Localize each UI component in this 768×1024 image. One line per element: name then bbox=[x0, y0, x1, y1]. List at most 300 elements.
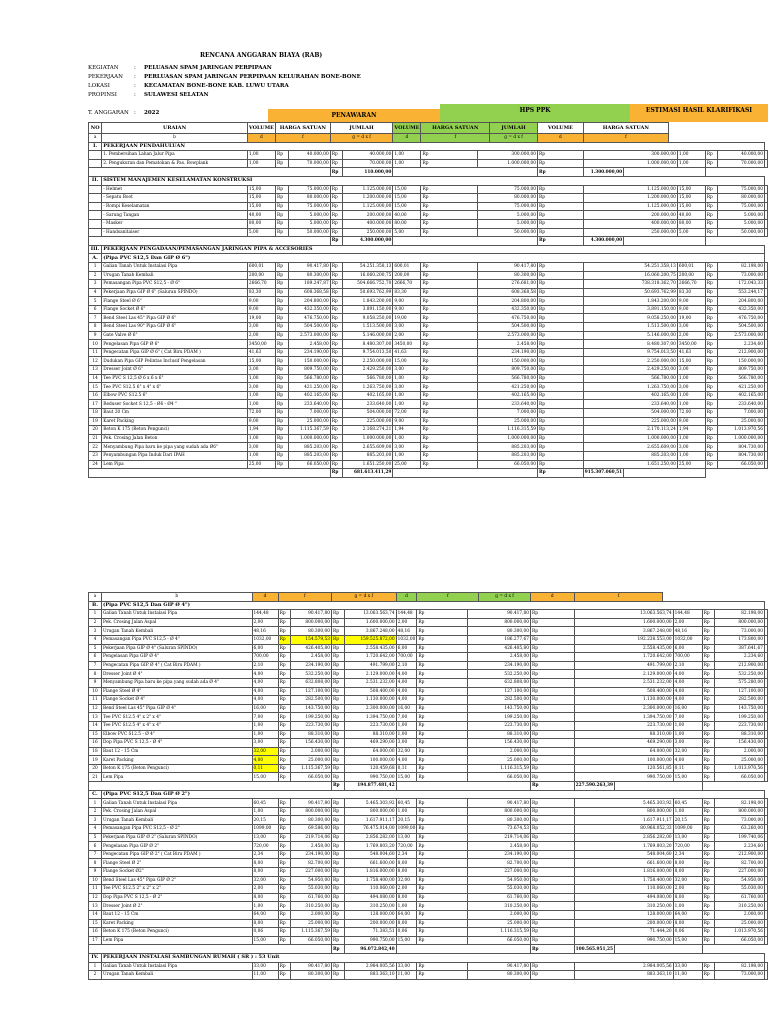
item-number: 6 bbox=[89, 653, 102, 662]
unit-price-hps: 55.030,00 bbox=[468, 885, 531, 894]
unit-price-hps: 90.417,80 bbox=[468, 610, 531, 619]
amount-hps: 1.651.250,00 bbox=[583, 460, 677, 469]
currency: Rp bbox=[421, 314, 478, 323]
currency: Rp bbox=[331, 704, 344, 713]
currency: Rp bbox=[330, 340, 342, 349]
amount: 5.146.000,00 bbox=[343, 331, 393, 340]
unit-price-hps: 80.000,00 bbox=[478, 194, 538, 203]
currency: Rp bbox=[530, 782, 574, 791]
volume-hps: 13,00 bbox=[396, 833, 417, 842]
volume-hps: 9,00 bbox=[393, 297, 421, 306]
item-number: 13 bbox=[89, 713, 102, 722]
item-description: Flange Socket Ø2" bbox=[101, 868, 252, 877]
item-row bbox=[89, 314, 768, 323]
currency: Rp bbox=[417, 747, 468, 756]
volume-estimasi: 9,00 bbox=[677, 417, 705, 426]
amount: 883.363,10 bbox=[344, 971, 396, 980]
unit-price: 25.000,00 bbox=[289, 417, 331, 426]
volume-estimasi: 4,00 bbox=[673, 687, 702, 696]
currency: Rp bbox=[421, 374, 478, 383]
currency: Rp bbox=[330, 305, 342, 314]
volume-hps: 2,34 bbox=[396, 850, 417, 859]
currency: Rp bbox=[702, 653, 715, 662]
currency: Rp bbox=[702, 764, 715, 773]
unit-price-estimasi: 25.000,00 bbox=[715, 919, 765, 928]
blank-cell bbox=[765, 885, 768, 894]
amount-hps: 3.867.248,00 bbox=[574, 627, 673, 636]
section-title: PEKERJAAN PENGADAAN/PEMASANGAN JARINGAN PIPA & ACCESORIES bbox=[102, 245, 765, 254]
currency: Rp bbox=[275, 194, 288, 203]
amount-hps: 1.816.000,00 bbox=[574, 868, 673, 877]
item-description: Menyambung Pipa baru ke pipa yang sudah ada Ø 4" bbox=[101, 678, 252, 687]
volume: 32,00 bbox=[252, 876, 278, 885]
volume-hps: 5,00 bbox=[393, 228, 421, 237]
amount: 1.125.000,00 bbox=[343, 185, 393, 194]
unit-price-hps: 800.000,00 bbox=[468, 618, 531, 627]
volume-hps: 80,00 bbox=[393, 219, 421, 228]
amount-hps: 110.060,00 bbox=[574, 885, 673, 894]
currency: Rp bbox=[702, 902, 715, 911]
blank-cell bbox=[765, 730, 768, 739]
volume: 1,00 bbox=[252, 721, 278, 730]
currency: Rp bbox=[417, 971, 468, 980]
unit-price-hps: 54.950,00 bbox=[468, 876, 531, 885]
amount: 2.168.274,21 bbox=[343, 426, 393, 435]
subheader-row bbox=[89, 134, 768, 143]
amount-hps: 504.000,00 bbox=[583, 409, 677, 418]
volume-estimasi: 4,00 bbox=[673, 670, 702, 679]
volume-estimasi: 8,00 bbox=[673, 893, 702, 902]
currency: Rp bbox=[705, 357, 717, 366]
unit-price-estimasi: 82.700,00 bbox=[715, 859, 765, 868]
currency: Rp bbox=[538, 168, 584, 177]
currency: Rp bbox=[421, 211, 478, 220]
currency: Rp bbox=[702, 868, 715, 877]
item-description: Pengelasan Pipa GIP Ø 4" bbox=[101, 653, 252, 662]
volume-hps: 3,00 bbox=[393, 443, 421, 452]
blank-cell bbox=[765, 194, 768, 203]
item-description: Pek. Crosing Jalan Aspal bbox=[101, 807, 252, 816]
section-row bbox=[89, 254, 768, 263]
unit-price: 40.000,00 bbox=[289, 151, 331, 160]
currency: Rp bbox=[705, 460, 717, 469]
volume-estimasi: 200,00 bbox=[677, 271, 705, 280]
unit-price: 234.190,00 bbox=[291, 850, 332, 859]
item-row bbox=[89, 696, 768, 705]
amount: 120.459,68 bbox=[344, 764, 396, 773]
blank-cell bbox=[624, 168, 706, 177]
currency: Rp bbox=[705, 211, 717, 220]
volume-hps: 2,10 bbox=[396, 661, 417, 670]
currency: Rp bbox=[275, 383, 288, 392]
item-number: 19 bbox=[89, 756, 102, 765]
currency: Rp bbox=[530, 868, 574, 877]
item-description: Tee PVC S12.5 4" x 2" x 4" bbox=[101, 713, 252, 722]
currency: Rp bbox=[417, 730, 468, 739]
currency: Rp bbox=[702, 627, 715, 636]
volume-hps: 15,00 bbox=[396, 773, 417, 782]
item-number: 12 bbox=[89, 893, 102, 902]
amount: 250.000,00 bbox=[343, 228, 393, 237]
volume-hps: 2666,70 bbox=[393, 280, 421, 289]
amount-hps: 88.310,00 bbox=[574, 730, 673, 739]
volume-estimasi: 60,45 bbox=[673, 799, 702, 808]
blank-cell bbox=[765, 773, 768, 782]
rab-table-page-2 bbox=[88, 592, 768, 980]
currency: Rp bbox=[331, 816, 344, 825]
currency: Rp bbox=[275, 323, 288, 332]
blank-cell bbox=[765, 383, 768, 392]
currency: Rp bbox=[278, 756, 291, 765]
amount-hps: 883.363,10 bbox=[574, 971, 673, 980]
item-number: 1 bbox=[89, 610, 102, 619]
currency: Rp bbox=[275, 426, 288, 435]
volume-estimasi: 1,00 bbox=[673, 721, 702, 730]
currency: Rp bbox=[275, 451, 288, 460]
currency: Rp bbox=[702, 635, 715, 644]
volume: 1,00 bbox=[252, 730, 278, 739]
unit-price: 885.203,00 bbox=[289, 443, 331, 452]
amount-hps: 3.891.150,00 bbox=[583, 305, 677, 314]
amount-hps: 80.968.052,33 bbox=[574, 825, 673, 834]
currency: Rp bbox=[330, 211, 342, 220]
currency: Rp bbox=[417, 825, 468, 834]
item-row bbox=[89, 417, 768, 426]
amount-hps: 1.125.000,00 bbox=[583, 185, 677, 194]
volume: 9,00 bbox=[247, 417, 275, 426]
unit-price: 189.247,87 bbox=[289, 280, 331, 289]
unit-price: 90.417,80 bbox=[291, 799, 332, 808]
unit-price-estimasi: 73.000,00 bbox=[715, 971, 765, 980]
amount: 2.129.000,00 bbox=[344, 670, 396, 679]
currency: Rp bbox=[538, 305, 584, 314]
blank-cell bbox=[765, 868, 768, 877]
unit-price: 5.000,00 bbox=[289, 211, 331, 220]
volume-hps: 0,06 bbox=[396, 928, 417, 937]
unit-price-estimasi: 800.000,00 bbox=[715, 807, 765, 816]
volume: 15,00 bbox=[247, 185, 275, 194]
unit-price-estimasi: 75.000,00 bbox=[717, 185, 764, 194]
unit-price-estimasi: 25.000,00 bbox=[717, 417, 764, 426]
currency: Rp bbox=[275, 374, 288, 383]
currency: Rp bbox=[702, 825, 715, 834]
blank-cell bbox=[765, 451, 768, 460]
volume-estimasi: 1,00 bbox=[673, 807, 702, 816]
currency: Rp bbox=[330, 151, 342, 160]
unit-price-estimasi: 233.640,00 bbox=[717, 400, 764, 409]
item-row bbox=[89, 211, 768, 220]
subtotal-penawaran: 4.300.000,00 bbox=[343, 237, 393, 246]
unit-price-hps: 5.000,00 bbox=[478, 219, 538, 228]
volume-hps: 83,30 bbox=[393, 288, 421, 297]
unit-price-estimasi: 227.000,00 bbox=[715, 868, 765, 877]
amount: 310.250,00 bbox=[344, 902, 396, 911]
currency: Rp bbox=[331, 859, 344, 868]
amount: 1.758.400,00 bbox=[344, 876, 396, 885]
unit-price: 70.000,00 bbox=[289, 159, 331, 168]
unit-price-estimasi: 310.250,00 bbox=[715, 902, 765, 911]
item-description: Galian Tanah Untuk Instalasi Pipa bbox=[101, 962, 252, 971]
unit-price-estimasi: 66.050,00 bbox=[715, 936, 765, 945]
item-number bbox=[89, 211, 102, 220]
blank-cell bbox=[765, 807, 768, 816]
volume-hps: 8,00 bbox=[396, 893, 417, 902]
amount: 5.465.303,92 bbox=[344, 799, 396, 808]
unit-price: 223.730,00 bbox=[291, 721, 332, 730]
currency: Rp bbox=[331, 799, 344, 808]
amount: 1.513.500,00 bbox=[343, 323, 393, 332]
currency: Rp bbox=[417, 764, 468, 773]
subtotal-hps: 915.307.060,51 bbox=[584, 470, 623, 476]
currency: Rp bbox=[421, 434, 478, 443]
amount-hps: 1.513.500,00 bbox=[583, 323, 677, 332]
blank-cell bbox=[765, 859, 768, 868]
section-title: SISTEM MANAJEMEN KESELAMATAN KONSTRUKSI bbox=[102, 176, 765, 185]
currency: Rp bbox=[417, 644, 468, 653]
amount-hps: 54.251.358,13 bbox=[583, 262, 677, 271]
subtotal-penawaran: 96.072.842,40 bbox=[344, 945, 396, 954]
unit-price-estimasi: 504.500,00 bbox=[717, 323, 764, 332]
currency: Rp bbox=[275, 314, 288, 323]
currency: Rp bbox=[705, 443, 717, 452]
blank-cell bbox=[765, 228, 768, 237]
item-number: 15 bbox=[89, 919, 102, 928]
currency: Rp bbox=[421, 460, 478, 469]
currency: Rp bbox=[705, 297, 717, 306]
item-number: 13 bbox=[89, 902, 102, 911]
unit-price-hps: 276.681,00 bbox=[478, 280, 538, 289]
volume: 8,00 bbox=[252, 919, 278, 928]
volume-hps: 1,00 bbox=[393, 434, 421, 443]
unit-price-hps: 204.800,00 bbox=[478, 297, 538, 306]
info-line: PEKERJAAN : PERLUASAN SPAM JARINGAN PERPIPAAN KELURAHAN BONE-BONE bbox=[88, 74, 361, 80]
currency: Rp bbox=[538, 374, 584, 383]
currency: Rp bbox=[530, 833, 574, 842]
unit-price: 25.000,00 bbox=[291, 756, 332, 765]
blank-cell bbox=[765, 747, 768, 756]
currency: Rp bbox=[530, 893, 574, 902]
currency: Rp bbox=[421, 297, 478, 306]
item-number: 2 bbox=[89, 807, 102, 816]
unit-price-hps: 80.300,00 bbox=[468, 816, 531, 825]
currency: Rp bbox=[705, 151, 717, 160]
blank-cell bbox=[765, 713, 768, 722]
item-number: 20 bbox=[89, 426, 102, 435]
subtotal-penawaran: 110.000,00 bbox=[343, 168, 393, 177]
item-row bbox=[89, 807, 768, 816]
volume-hps: 15,00 bbox=[393, 202, 421, 211]
unit-price-estimasi: 73.000,00 bbox=[715, 816, 765, 825]
unit-price-hps: 2.000,00 bbox=[468, 910, 531, 919]
blank-cell bbox=[765, 618, 768, 627]
blank-cell bbox=[765, 211, 768, 220]
currency: Rp bbox=[275, 219, 288, 228]
item-description: Bend Steel Las 45° Pipa GIP Ø 4" bbox=[101, 704, 252, 713]
blank-cell bbox=[765, 644, 768, 653]
currency: Rp bbox=[331, 893, 344, 902]
unit-price-hps: 504.500,00 bbox=[478, 323, 538, 332]
currency: Rp bbox=[275, 297, 288, 306]
unit-price: 80.300,00 bbox=[291, 816, 332, 825]
blank-cell bbox=[765, 374, 768, 383]
amount: 1.769.803,20 bbox=[344, 842, 396, 851]
column-header: JUMLAH bbox=[330, 123, 393, 134]
volume: 16,00 bbox=[252, 704, 278, 713]
blank-cell bbox=[765, 721, 768, 730]
unit-price-estimasi: 80.000,00 bbox=[717, 194, 764, 203]
item-number: 16 bbox=[89, 928, 102, 937]
item-row bbox=[89, 627, 768, 636]
currency: Rp bbox=[417, 936, 468, 945]
unit-price-hps: 5.000,00 bbox=[478, 211, 538, 220]
blank-cell bbox=[765, 426, 768, 435]
currency: Rp bbox=[421, 151, 478, 160]
currency: Rp bbox=[538, 297, 584, 306]
amount: 1.200.000,00 bbox=[343, 194, 393, 203]
amount: 504.666.752,70 bbox=[343, 280, 393, 289]
item-number: 16 bbox=[89, 739, 102, 748]
volume: 33,00 bbox=[252, 962, 278, 971]
currency: Rp bbox=[417, 833, 468, 842]
unit-price: 476.750,00 bbox=[289, 314, 331, 323]
item-description: - Rompi Keselamatan bbox=[102, 202, 248, 211]
amount-hps: 233.640,00 bbox=[583, 400, 677, 409]
currency: Rp bbox=[421, 323, 478, 332]
unit-price: 90.417,80 bbox=[291, 962, 332, 971]
currency: Rp bbox=[331, 696, 344, 705]
volume-hps: 3,00 bbox=[393, 383, 421, 392]
unit-price-hps: 608.368,58 bbox=[478, 288, 538, 297]
volume-estimasi: 720,00 bbox=[673, 842, 702, 851]
currency: Rp bbox=[705, 340, 717, 349]
volume-hps: 15,00 bbox=[396, 936, 417, 945]
item-row bbox=[89, 635, 768, 644]
unit-price-hps: 186.277,67 bbox=[468, 635, 531, 644]
document-title: RENCANA ANGGARAN BIAYA (RAB) bbox=[200, 52, 323, 59]
volume-hps: 16,00 bbox=[396, 704, 417, 713]
blank-cell bbox=[765, 670, 768, 679]
unit-price: 90.417,80 bbox=[289, 262, 331, 271]
volume-estimasi: 9,00 bbox=[677, 305, 705, 314]
currency: Rp bbox=[705, 271, 717, 280]
currency: Rp bbox=[331, 661, 344, 670]
subtotal-penawaran: 194.877.481,42 bbox=[344, 782, 396, 791]
currency: Rp bbox=[705, 348, 717, 357]
column-subheader: d bbox=[252, 593, 278, 602]
currency: Rp bbox=[702, 936, 715, 945]
currency: Rp bbox=[278, 971, 291, 980]
currency: Rp bbox=[278, 739, 291, 748]
unit-price-estimasi: 172.043,33 bbox=[717, 280, 764, 289]
currency: Rp bbox=[417, 687, 468, 696]
currency: Rp bbox=[538, 331, 584, 340]
unit-price-hps: 2.573.000,00 bbox=[478, 331, 538, 340]
currency: Rp bbox=[278, 610, 291, 619]
item-description: Pekerjaan Pipa GIP Ø 4" (Saluran SPINDO) bbox=[101, 644, 252, 653]
item-description: Dresser Joint Ø 4" bbox=[101, 670, 252, 679]
volume: 3,00 bbox=[247, 366, 275, 375]
item-row bbox=[89, 262, 768, 271]
currency: Rp bbox=[702, 842, 715, 851]
currency: Rp bbox=[530, 928, 574, 937]
blank-cell bbox=[393, 168, 538, 177]
currency: Rp bbox=[330, 202, 342, 211]
section-row bbox=[89, 601, 768, 610]
volume-estimasi: 41,63 bbox=[677, 348, 705, 357]
item-number bbox=[89, 159, 102, 168]
amount: 469.290,00 bbox=[344, 739, 396, 748]
amount-hps: 13.063.563,74 bbox=[574, 610, 673, 619]
unit-price-hps: 82.700,00 bbox=[468, 859, 531, 868]
currency: Rp bbox=[702, 885, 715, 894]
currency: Rp bbox=[530, 919, 574, 928]
amount: 70.000,00 bbox=[343, 159, 393, 168]
currency: Rp bbox=[275, 460, 288, 469]
unit-price: 66.050,00 bbox=[289, 460, 331, 469]
item-row bbox=[89, 348, 768, 357]
volume-estimasi: 7,00 bbox=[673, 713, 702, 722]
item-row bbox=[89, 610, 768, 619]
item-description: - Sepatu Boot bbox=[102, 194, 248, 203]
item-description: Pengecatan Pipa GIP Ø 4" ( Cat Biru PDAM ) bbox=[101, 661, 252, 670]
blank-cell bbox=[765, 159, 768, 168]
item-number: 24 bbox=[89, 460, 102, 469]
amount-hps: 508.400,00 bbox=[574, 687, 673, 696]
currency: Rp bbox=[331, 721, 344, 730]
currency: Rp bbox=[330, 331, 342, 340]
currency: Rp bbox=[275, 228, 288, 237]
item-number: 6 bbox=[89, 305, 102, 314]
item-description: Flange Steel Ø 4" bbox=[101, 687, 252, 696]
blank-cell bbox=[765, 876, 768, 885]
item-description: Pemasangan Pipa PVC S12,5 - Ø 6" bbox=[102, 280, 248, 289]
volume: 41,63 bbox=[247, 348, 275, 357]
item-number: 9 bbox=[89, 868, 102, 877]
item-description: Tee PVC S 12,5 Ø 6 x 6 x 6" bbox=[102, 374, 248, 383]
item-description: Dresser Joint Ø 2" bbox=[101, 902, 252, 911]
item-number: 4 bbox=[89, 825, 102, 834]
blank-cell bbox=[765, 434, 768, 443]
unit-price-estimasi: 809.750,00 bbox=[717, 366, 764, 375]
unit-price-hps: 421.250,00 bbox=[478, 383, 538, 392]
subtotal-hps: 227.590.263,39 bbox=[575, 783, 613, 789]
currency: Rp bbox=[278, 661, 291, 670]
currency: Rp bbox=[702, 661, 715, 670]
volume-estimasi: 2,00 bbox=[673, 885, 702, 894]
volume-estimasi: 11,00 bbox=[673, 971, 702, 980]
unit-price: 532.250,00 bbox=[291, 670, 332, 679]
column-subheader: g = d x f bbox=[331, 593, 396, 602]
currency: Rp bbox=[330, 366, 342, 375]
currency: Rp bbox=[705, 323, 717, 332]
volume: 144,48 bbox=[252, 610, 278, 619]
volume: 0,11 bbox=[252, 764, 278, 773]
volume-hps: 32,00 bbox=[396, 747, 417, 756]
currency: Rp bbox=[417, 876, 468, 885]
unit-price: 227.000,00 bbox=[291, 868, 332, 877]
info-line: LOKASI : KECAMATAN BONE-BONE KAB. LUWU UTARA bbox=[88, 83, 289, 89]
currency: Rp bbox=[530, 635, 574, 644]
volume: 9,00 bbox=[247, 297, 275, 306]
item-number: 16 bbox=[89, 391, 102, 400]
item-row bbox=[89, 288, 768, 297]
volume-estimasi: 72,00 bbox=[677, 409, 705, 418]
section-row bbox=[89, 245, 768, 254]
currency: Rp bbox=[705, 262, 717, 271]
unit-price-estimasi: 476.750,00 bbox=[717, 314, 764, 323]
currency: Rp bbox=[275, 400, 288, 409]
currency: Rp bbox=[278, 928, 291, 937]
